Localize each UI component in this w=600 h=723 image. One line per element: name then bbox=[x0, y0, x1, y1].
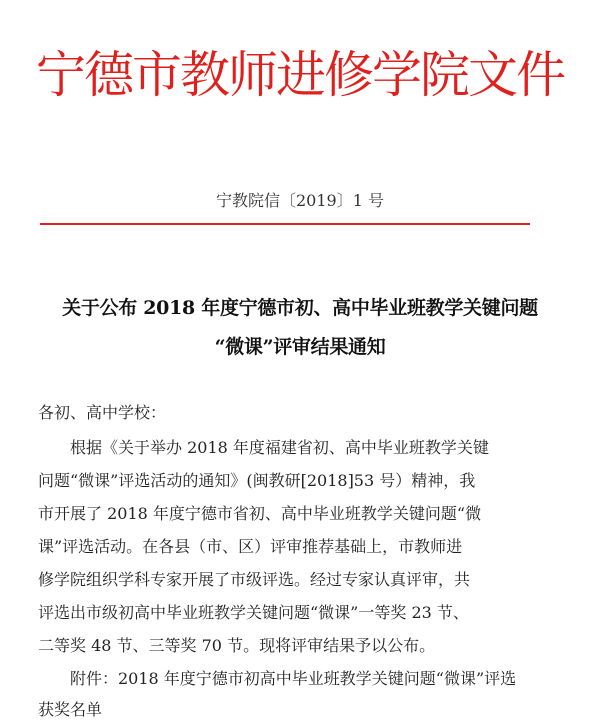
body-paragraph-line: 市开展了 2018 年度宁德市省初、高中毕业班教学关键问题“微 bbox=[38, 504, 482, 523]
body-paragraph-line: 评选出市级初高中毕业班教学关键问题“微课”一等奖 23 节、 bbox=[38, 603, 469, 622]
document-issuer-header: 宁德市教师进修学院文件 bbox=[36, 46, 564, 104]
attachment-line: 附件：2018 年度宁德市初高中毕业班教学关键问题“微课”评选 bbox=[70, 669, 517, 688]
body-paragraph-line: 二等奖 48 节、三等奖 70 节。现将评审结果予以公布。 bbox=[38, 636, 436, 655]
attachment-line: 获奖名单 bbox=[38, 700, 103, 719]
body-paragraph-line: 根据《关于举办 2018 年度福建省初、高中毕业班教学关键 bbox=[70, 438, 489, 457]
notice-title-line-1: 关于公布 2018 年度宁德市初、高中毕业班教学关键问题 bbox=[62, 297, 538, 319]
salutation: 各初、高中学校： bbox=[38, 403, 167, 422]
red-divider-line bbox=[40, 223, 530, 225]
body-paragraph-line: 问题“微课”评选活动的通知》(闽教研[2018]53 号）精神，我 bbox=[38, 471, 476, 490]
body-paragraph-line: 课”评选活动。在各县（市、区）评审推荐基础上，市教师进 bbox=[38, 537, 463, 556]
document-number: 宁教院信〔2019〕1 号 bbox=[216, 191, 384, 210]
notice-title-line-2: “微课”评审结果通知 bbox=[214, 336, 386, 358]
body-paragraph-line: 修学院组织学科专家开展了市级评选。经过专家认真评审，共 bbox=[38, 570, 471, 589]
